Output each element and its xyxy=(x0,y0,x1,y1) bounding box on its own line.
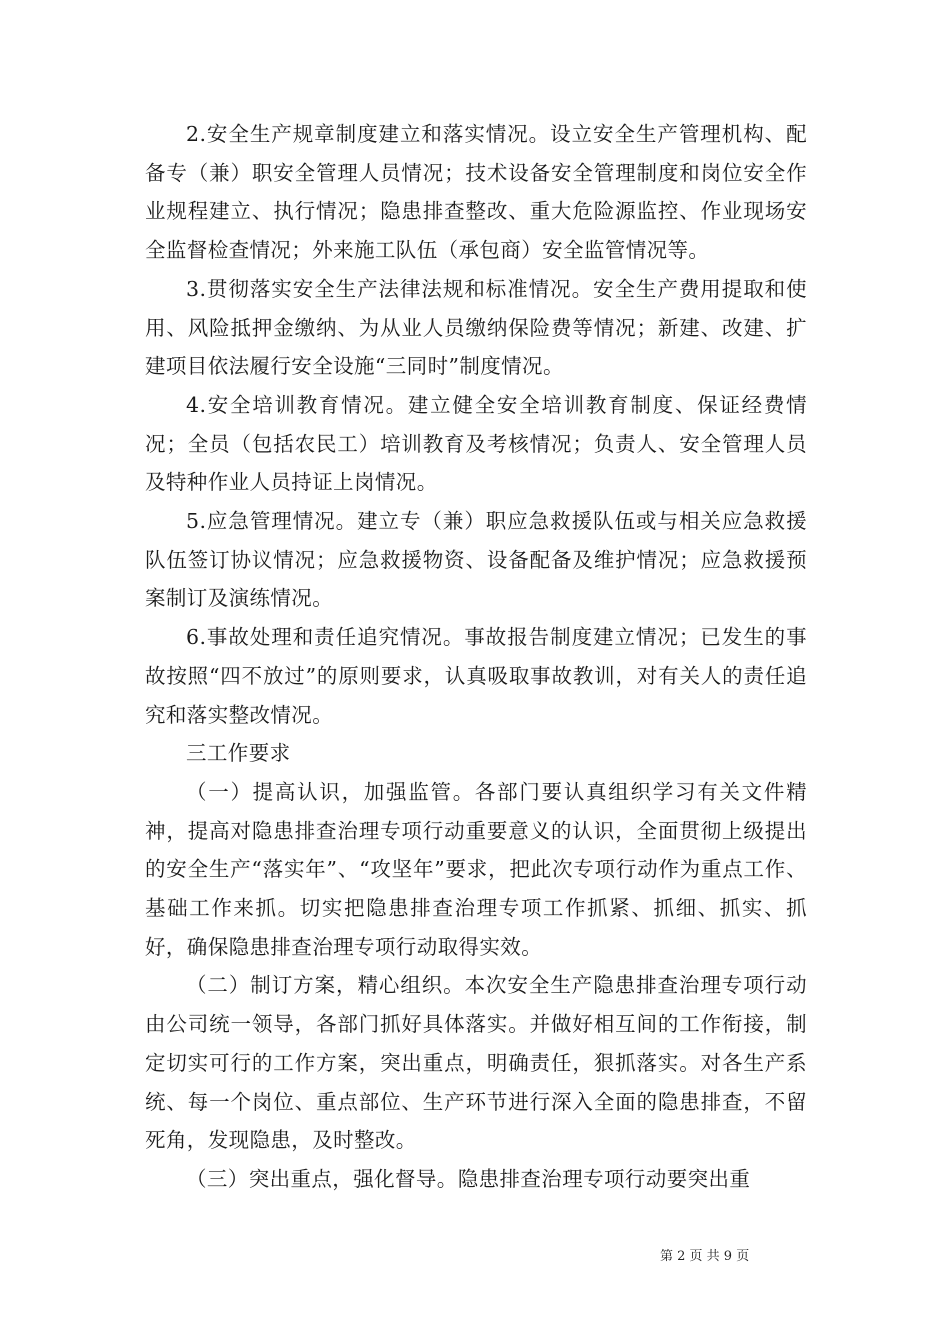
paragraph-accident-handling: 6.事故处理和责任追究情况。事故报告制度建立情况；已发生的事故按照“四不放过”的原则要求，认真吸取事故教训，对有关人的责任追究和落实整改情况。 xyxy=(145,625,807,727)
document-body xyxy=(145,115,807,1199)
paragraph-make-plans: （二）制订方案，精心组织。本次安全生产隐患排查治理专项行动由公司统一领导，各部门抓好具体落实。并做好相互间的工作衔接，制定切实可行的工作方案，突出重点，明确责任，狠抓落实。对各生产系统、每一个岗位、重点部位、生产环节进行深入全面的隐患排查，不留死角，发现隐患，及时整改。 xyxy=(145,973,807,1153)
paragraph-raise-awareness: （一）提高认识，加强监管。各部门要认真组织学习有关文件精神，提高对隐患排查治理专项行动重要意义的认识，全面贯彻上级提出的安全生产“落实年”、“攻坚年”要求，把此次专项行动作为重点工作、基础工作来抓。切实把隐患排查治理专项工作抓紧、抓细、抓实、抓好，确保隐患排查治理专项行动取得实效。 xyxy=(145,779,807,959)
paragraph-safety-rules: 2.安全生产规章制度建立和落实情况。设立安全生产管理机构、配备专（兼）职安全管理人员情况；技术设备安全管理制度和岗位安全作业规程建立、执行情况；隐患排查整改、重大危险源监控、作业现场安全监督检查情况；外来施工队伍（承包商）安全监管情况等。 xyxy=(145,122,807,263)
paragraph-safety-training: 4.安全培训教育情况。建立健全安全培训教育制度、保证经费情况；全员（包括农民工）培训教育及考核情况；负责人、安全管理人员及特种作业人员持证上岗情况。 xyxy=(145,392,807,495)
section-heading-work-requirements: 三工作要求 xyxy=(186,741,291,766)
page-number-footer: 第 2 页 共 9 页 xyxy=(660,1249,750,1264)
paragraph-highlight-focus: （三）突出重点，强化督导。隐患排查治理专项行动要突出重 xyxy=(186,1166,751,1191)
paragraph-laws-standards: 3.贯彻落实安全生产法律法规和标准情况。安全生产费用提取和使用、风险抵押金缴纳、为从业人员缴纳保险费等情况；新建、改建、扩建项目依法履行安全设施“三同时”制度情况。 xyxy=(145,276,807,379)
paragraph-emergency-management: 5.应急管理情况。建立专（兼）职应急救援队伍或与相关应急救援队伍签订协议情况；应急救援物资、设备配备及维护情况；应急救援预案制订及演练情况。 xyxy=(145,509,807,611)
